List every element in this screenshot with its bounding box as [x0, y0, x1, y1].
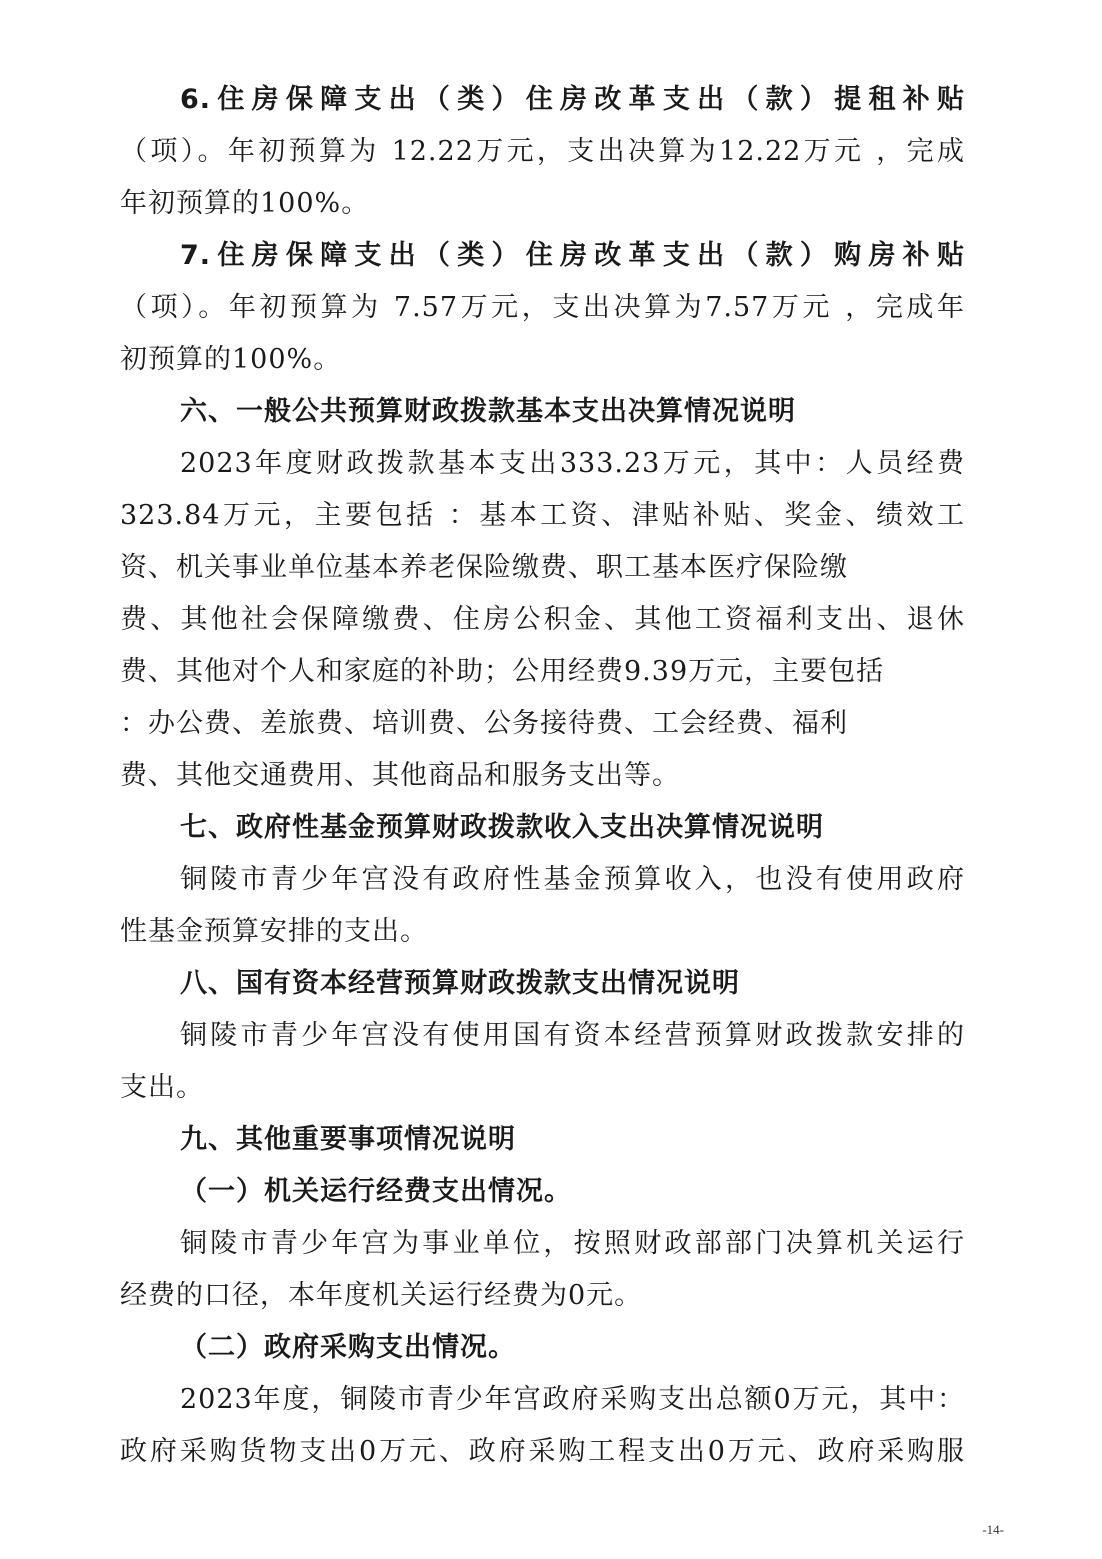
item-7-body-line-2: 初预算的100%。: [120, 344, 342, 375]
section-8-para-line-1: 铜陵市青少年宫没有使用国有资本经营预算财政拨款安排的: [180, 1020, 965, 1051]
section-6-heading: 六、一般公共预算财政拨款基本支出决算情况说明: [180, 396, 796, 427]
subsection-2-heading: （二）政府采购支出情况。: [180, 1332, 516, 1363]
subsection-1-para-line-2: 经费的口径，本年度机关运行经费为0元。: [120, 1280, 643, 1311]
subsection-1-heading: （一）机关运行经费支出情况。: [180, 1176, 572, 1207]
item-6-body-line-1: （项）。年初预算为 12.22万元，支出决算为12.22万元 ，完成: [120, 136, 965, 167]
section-6-para-line-7: 费、其他交通费用、其他商品和服务支出等。: [120, 760, 680, 791]
section-6-para-line-5: 费、其他对个人和家庭的补助；公用经费9.39万元，主要包括: [120, 656, 885, 687]
section-8-para-line-2: 支出。: [120, 1072, 204, 1103]
section-9-heading: 九、其他重要事项情况说明: [180, 1124, 516, 1155]
item-6-body-line-2: 年初预算的100%。: [120, 188, 370, 219]
section-7-para-line-2: 性基金预算安排的支出。: [120, 916, 428, 947]
section-6-para-line-3: 资、机关事业单位基本养老保险缴费、职工基本医疗保险缴: [120, 552, 848, 583]
section-8-heading: 八、国有资本经营预算财政拨款支出情况说明: [180, 968, 740, 999]
subsection-2-para-line-1: 2023年度，铜陵市青少年宫政府采购支出总额0万元，其中：: [180, 1384, 965, 1415]
section-6-para-line-2: 323.84万元，主要包括 ：基本工资、津贴补贴、奖金、绩效工: [120, 500, 965, 531]
subsection-2-para-line-2: 政府采购货物支出0万元、政府采购工程支出0万元、政府采购服: [120, 1436, 965, 1467]
section-7-heading: 七、政府性基金预算财政拨款收入支出决算情况说明: [180, 812, 824, 843]
subsection-1-para-line-1: 铜陵市青少年宫为事业单位，按照财政部部门决算机关运行: [180, 1228, 965, 1259]
section-6-para-line-1: 2023年度财政拨款基本支出333.23万元，其中：人员经费: [180, 448, 965, 479]
page-number: -14-: [982, 1522, 1004, 1537]
section-7-para-line-1: 铜陵市青少年宫没有政府性基金预算收入，也没有使用政府: [180, 864, 965, 895]
section-6-para-line-6: ：办公费、差旅费、培训费、公务接待费、工会经费、福利: [120, 708, 848, 739]
section-6-para-line-4: 费、其他社会保障缴费、住房公积金、其他工资福利支出、退休: [120, 604, 965, 635]
item-7-body-line-1: （项）。年初预算为 7.57万元，支出决算为7.57万元 ，完成年: [120, 292, 965, 323]
item-6-title: 6.住房保障支出（类）住房改革支出（款）提租补贴: [180, 84, 965, 115]
item-7-title: 7.住房保障支出（类）住房改革支出（款）购房补贴: [180, 240, 965, 271]
